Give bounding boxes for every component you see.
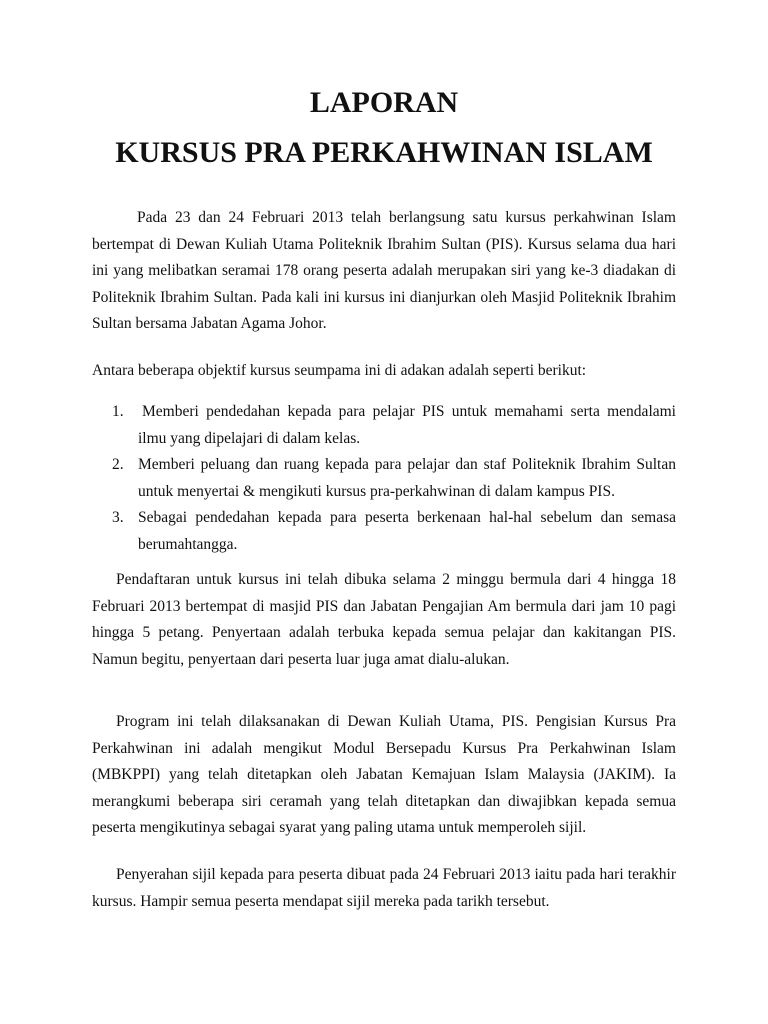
list-number: 1. — [112, 403, 124, 420]
document-title: LAPORAN — [309, 86, 459, 119]
paragraph-program: Program ini telah dilaksanakan di Dewan Kuliah Utama, PIS. Pengisian Kursus Pra Perkahwinan ini adalah mengikut Modul Bersepadu Kursus Pra Perkahwinan Islam (MBKPPI) yang telah ditetapkan oleh Jabatan Kemajuan Islam Malaysia (JAKIM). Ia merangkumi beberapa siri ceramah yang telah ditetapkan dan diwajibkan kepada semua peserta mengikutinya sebagai syarat yang paling utama untuk memperoleh sijil. — [92, 713, 676, 836]
list-text: Sebagai pendedahan kepada para peserta berkenaan hal-hal sebelum dan semasa berumahtangga. — [138, 509, 676, 553]
paragraph-registration: Pendaftaran untuk kursus ini telah dibuka selama 2 minggu bermula dari 4 hingga 18 Februari 2013 bertempat di masjid PIS dan Jabatan Pengajian Am bermula dari jam 10 pagi hingga 5 petang. Penyertaan adalah terbuka kepada semua pelajar dan kakitangan PIS. Namun begitu, penyertaan dari peserta luar juga amat dialu-alukan. — [92, 571, 676, 668]
list-item — [92, 399, 676, 452]
paragraph-certificate: Penyerahan sijil kepada para peserta dibuat pada 24 Februari 2013 iaitu pada hari terakhir kursus. Hampir semua peserta mendapat sijil mereka pada tarikh tersebut. — [92, 866, 676, 910]
list-number: 2. — [112, 456, 124, 473]
list-text: Memberi pendedahan kepada para pelajar PIS untuk memahami serta mendalami ilmu yang dipelajari di dalam kelas. — [138, 403, 676, 447]
objectives-intro: Antara beberapa objektif kursus seumpama ini di adakan adalah seperti berikut: — [92, 362, 587, 379]
list-item — [92, 505, 676, 558]
document-subtitle: KURSUS PRA PERKAHWINAN ISLAM — [115, 136, 653, 169]
list-number: 3. — [112, 509, 124, 526]
paragraph-intro: Pada 23 dan 24 Februari 2013 telah berlangsung satu kursus perkahwinan Islam bertempat di Dewan Kuliah Utama Politeknik Ibrahim Sultan (PIS). Kursus selama dua hari ini yang melibatkan seramai 178 orang peserta adalah merupakan siri yang ke-3 diadakan di Politeknik Ibrahim Sultan. Pada kali ini kursus ini dianjurkan oleh Masjid Politeknik Ibrahim Sultan bersama Jabatan Agama Johor. — [92, 209, 676, 332]
list-text: Memberi peluang dan ruang kepada para pelajar dan staf Politeknik Ibrahim Sultan untuk menyertai & mengikuti kursus pra-perkahwinan di dalam kampus PIS. — [138, 456, 676, 500]
list-item — [92, 452, 676, 505]
objectives-list — [92, 399, 676, 558]
